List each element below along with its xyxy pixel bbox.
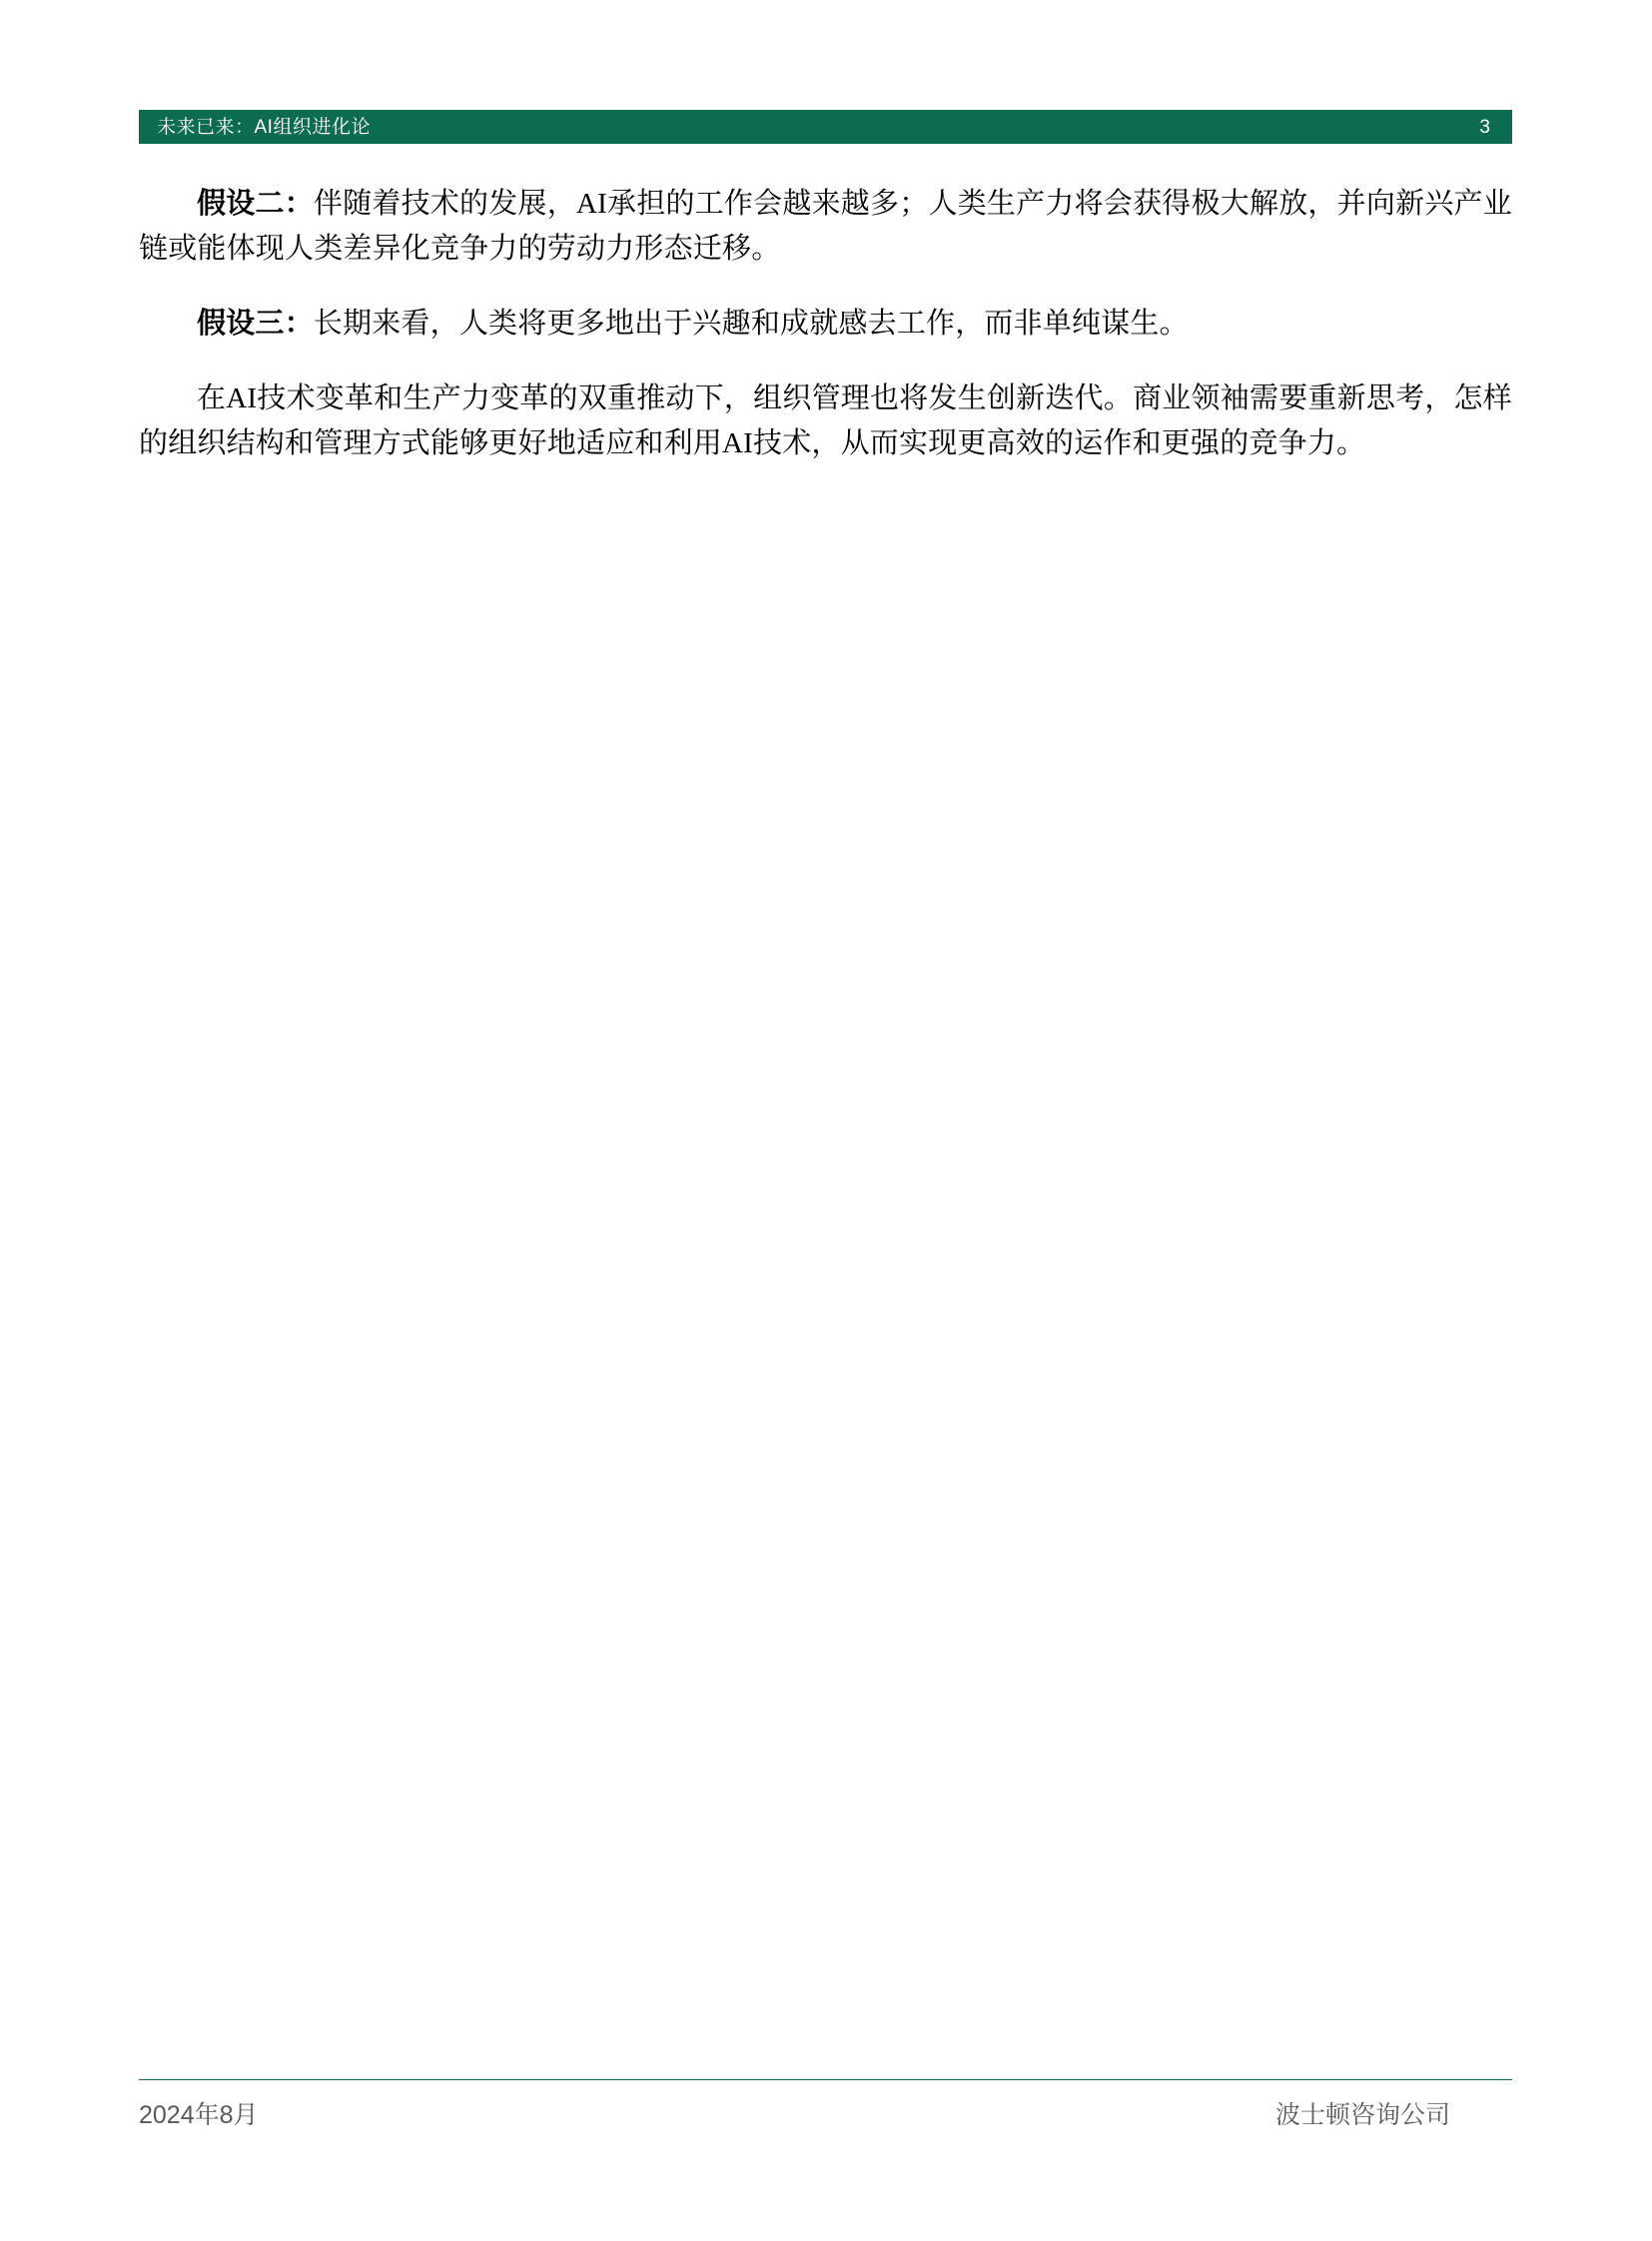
paragraph-text: 长期来看，人类将更多地出于兴趣和成就感去工作，而非单纯谋生。 — [313, 307, 1189, 340]
page-content — [139, 182, 1512, 496]
page-header-band — [139, 110, 1512, 144]
paragraph-assumption-two — [139, 182, 1512, 272]
page-footer — [139, 2095, 1512, 2131]
paragraph-assumption-three — [139, 302, 1512, 347]
paragraph-lead-label: 假设二： — [197, 188, 314, 220]
header-page-number: 3 — [1479, 116, 1490, 138]
footer-company: 波士顿咨询公司 — [1274, 2101, 1450, 2129]
footer-divider — [139, 2079, 1512, 2080]
header-title: 未来已来：AI组织进化论 — [157, 116, 371, 138]
paragraph-text: 在AI技术变革和生产力变革的双重推动下，组织管理也将发生创新迭代。商业领袖需要重新思考，怎样的组织结构和管理方式能够更好地适应和利用AI技术，从而实现更高效的运作和更强的竞争力。 — [139, 381, 1512, 459]
paragraph-lead-label: 假设三： — [197, 307, 314, 340]
footer-date: 2024年8月 — [139, 2101, 259, 2129]
paragraph-text: 伴随着技术的发展，AI承担的工作会越来越多；人类生产力将会获得极大解放，并向新兴产业链或能体现人类差异化竞争力的劳动力形态迁移。 — [139, 188, 1512, 265]
paragraph-conclusion — [139, 376, 1512, 466]
